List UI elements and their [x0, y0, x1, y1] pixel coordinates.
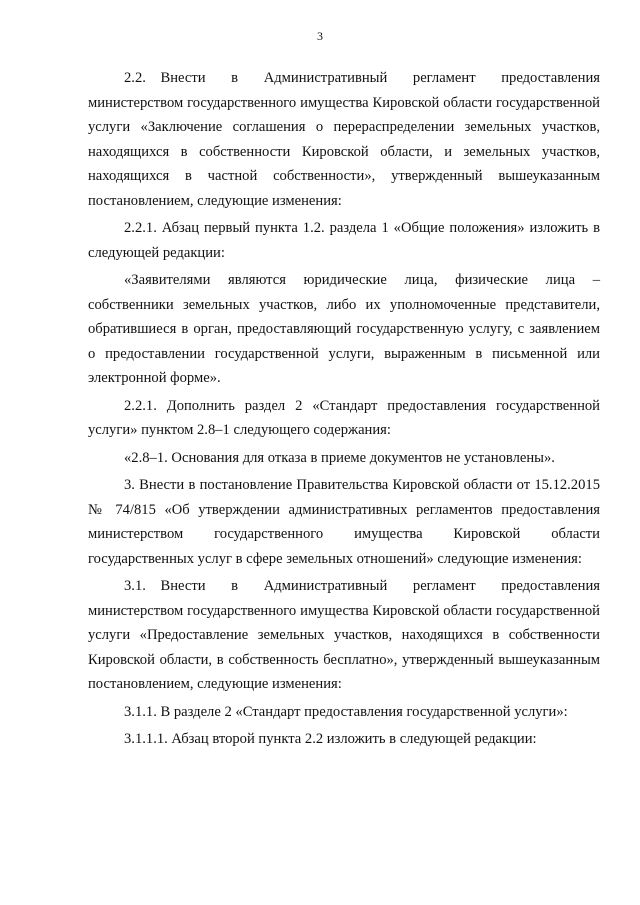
paragraph-2-8-1: «2.8–1. Основания для отказа в приеме документов не установлены».: [124, 449, 555, 466]
paragraph-3-1: 3.1. Внести в Административный регламент предоставления министерством государственного имущества Кировской области государственной услуги «Предоставление земельных участков, находящихся в собственности Кировской области, в собственность бесплатно», утвержденный вышеуказанным постановлением, следующие изменения:: [88, 578, 600, 692]
paragraph-3-1-1: 3.1.1. В разделе 2 «Стандарт предоставления государственной услуги»:: [124, 703, 568, 720]
paragraph-3-1-1-1: 3.1.1.1. Абзац второй пункта 2.2 изложить в следующей редакции:: [124, 731, 537, 747]
paragraph-3: 3. Внести в постановление Правительства Кировской области от 15.12.2015 № 74/815 «Об утверждении административных регламентов предоставления министерством государственного имущества Кировской области государственных услуг в сфере земельных отношений» следующие изменения:: [88, 477, 600, 567]
document-body: [88, 66, 600, 755]
page-number: 3: [317, 29, 323, 43]
paragraph-2-2-1-second: 2.2.1. Дополнить раздел 2 «Стандарт предоставления государственной услуги» пунктом 2.8–1 следующего содержания:: [88, 397, 600, 438]
paragraph-2-2-1-first: 2.2.1. Абзац первый пункта 1.2. раздела 1 «Общие положения» изложить в следующей редакции:: [88, 220, 600, 261]
paragraph-quote-applicants: «Заявителями являются юридические лица, физические лица – собственники земельных участков, либо их уполномоченные представители, обратившиеся в орган, предоставляющий государственную услугу, с заявлением о предоставлении государственной услуги, выраженным в письменной или электронной форме».: [88, 272, 600, 386]
paragraph-2-2: 2.2. Внести в Административный регламент предоставления министерством государственного имущества Кировской области государственной услуги «Заключение соглашения о перераспределении земельных участков, находящихся в собственности Кировской области, и земельных участков, находящихся в частной собственности», утвержденный вышеуказанным постановлением, следующие изменения:: [88, 70, 600, 209]
